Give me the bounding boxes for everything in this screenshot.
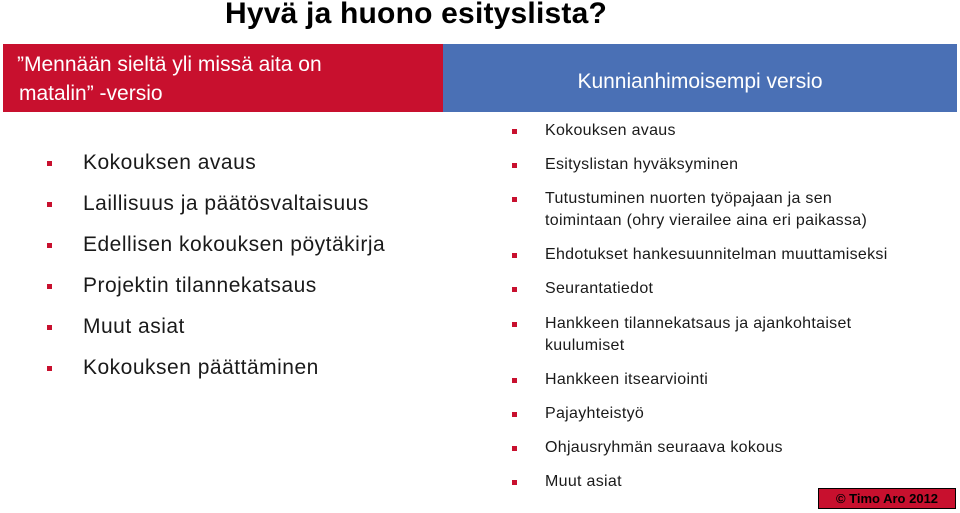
list-item-text: Seurantatiedot — [545, 280, 654, 297]
list-item — [47, 232, 385, 273]
list-item-text: Ohjausryhmän seuraava kokous — [545, 439, 783, 456]
list-item-text: Muut asiat — [83, 315, 185, 338]
list-item — [47, 355, 385, 396]
copyright-badge: © Timo Aro 2012 — [818, 488, 956, 509]
list-item — [47, 191, 385, 232]
list-item-text: Kokouksen päättäminen — [83, 356, 319, 379]
bullet-icon — [512, 480, 517, 485]
list-item — [47, 150, 385, 191]
list-item — [511, 120, 888, 142]
list-item — [511, 154, 888, 176]
bullet-icon — [512, 253, 517, 258]
list-item-text: Muut asiat — [545, 473, 622, 490]
list-item — [47, 273, 385, 314]
list-item-text: Ehdotukset hankesuunnitelman muuttamiseksi — [545, 246, 888, 263]
slide-title: Hyvä ja huono esityslista? — [225, 0, 607, 30]
right-header-label: Kunnianhimoisempi versio — [577, 70, 823, 93]
bullet-icon — [512, 446, 517, 451]
list-item-text: Kokouksen avaus — [545, 122, 676, 139]
bullet-icon — [47, 161, 52, 166]
list-item-text-cont: toimintaan (ohry vierailee aina eri paikassa) — [545, 212, 868, 229]
bullet-icon — [47, 243, 52, 248]
list-item-text-cont: kuulumiset — [545, 337, 625, 354]
list-item — [511, 278, 888, 300]
bullet-icon — [512, 197, 517, 202]
bullet-icon — [512, 322, 517, 327]
bullet-icon — [47, 366, 52, 371]
bullet-icon — [47, 202, 52, 207]
list-item — [511, 437, 888, 459]
list-item — [511, 369, 888, 391]
list-item-text: Edellisen kokouksen pöytäkirja — [83, 233, 386, 256]
list-item — [511, 244, 888, 266]
list-item-text: Esityslistan hyväksyminen — [545, 156, 739, 173]
list-item — [511, 403, 888, 425]
bullet-icon — [512, 129, 517, 134]
list-item-text: Laillisuus ja päätösvaltaisuus — [83, 192, 369, 215]
right-column-header — [443, 44, 957, 112]
list-item-text: Hankkeen itsearviointi — [545, 371, 709, 388]
bullet-icon — [47, 325, 52, 330]
list-item-text: Pajayhteistyö — [545, 405, 645, 422]
bullet-icon — [512, 378, 517, 383]
list-item-text: Projektin tilannekatsaus — [83, 274, 317, 297]
list-item — [511, 313, 888, 357]
list-item-text: Tutustuminen nuorten työpajaan ja sen — [545, 190, 833, 207]
list-item-text: Kokouksen avaus — [83, 151, 257, 174]
left-header-line2: matalin” -versio — [19, 82, 163, 105]
bullet-icon — [512, 412, 517, 417]
list-item — [47, 314, 385, 355]
bullet-icon — [47, 284, 52, 289]
list-item — [511, 188, 888, 232]
left-agenda-list — [47, 150, 385, 396]
bullet-icon — [512, 287, 517, 292]
left-column-header — [3, 44, 443, 112]
left-header-line1: ”Mennään sieltä yli missä aita on — [17, 53, 322, 76]
right-agenda-list — [511, 120, 888, 493]
list-item-text: Hankkeen tilannekatsaus ja ajankohtaiset — [545, 315, 852, 332]
bullet-icon — [512, 163, 517, 168]
